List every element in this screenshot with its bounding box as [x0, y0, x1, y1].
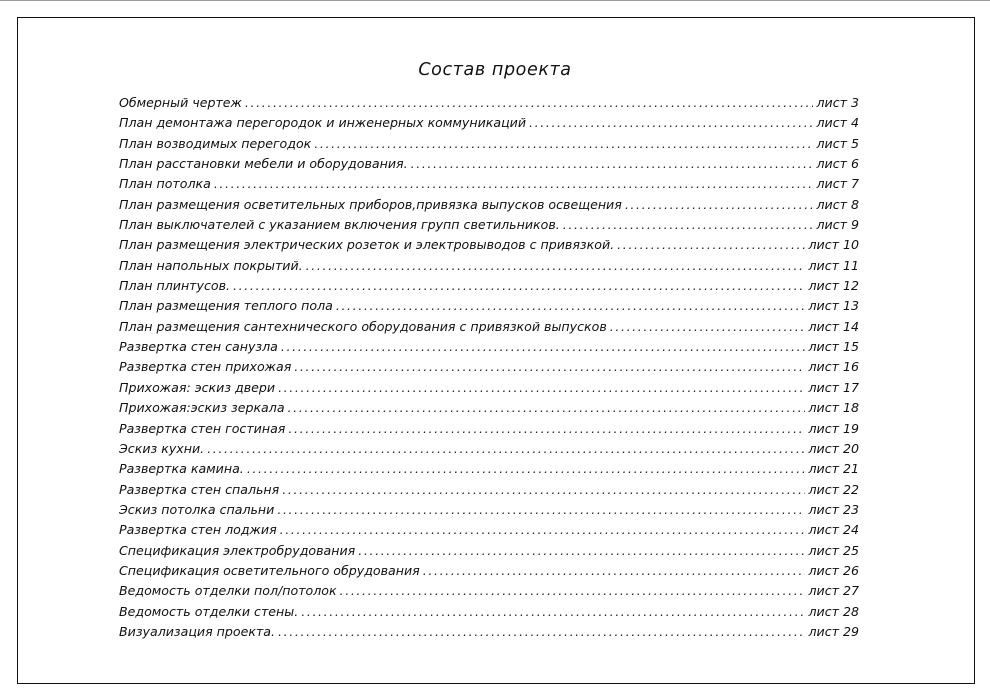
entry-sheet-number: лист 12 — [808, 278, 859, 294]
dot-leader — [625, 195, 814, 215]
dot-leader — [610, 317, 806, 337]
contents-entry — [119, 276, 859, 296]
entry-sheet-number: лист 10 — [808, 237, 859, 253]
contents-entry — [119, 581, 859, 601]
entry-title: Развертка камина. — [119, 461, 244, 477]
dot-leader — [288, 419, 805, 439]
entry-title: Визуализация проекта. — [119, 623, 276, 639]
entry-title: План выключателей с указанием включения групп светильников. — [119, 217, 560, 233]
entry-title: Спецификация осветительного обрудования — [119, 562, 420, 578]
entry-title: Прихожая:эскиз зеркала — [119, 400, 285, 416]
contents-entry — [119, 520, 859, 540]
dot-leader — [529, 113, 813, 133]
contents-entry — [119, 541, 859, 561]
contents-entry — [119, 602, 859, 622]
dot-leader — [214, 174, 814, 194]
entry-sheet-number: лист 22 — [808, 481, 859, 497]
entry-title: Ведомость отделки стены. — [119, 603, 299, 619]
dot-leader — [358, 541, 805, 561]
entry-title: Развертка стен лоджия — [119, 522, 277, 538]
contents-entry — [119, 256, 859, 276]
contents-entry — [119, 357, 859, 377]
dot-leader — [245, 93, 814, 113]
contents-entry — [119, 622, 859, 642]
entry-sheet-number: лист 21 — [808, 461, 859, 477]
contents-entry — [119, 480, 859, 500]
dot-leader — [314, 134, 813, 154]
dot-leader — [301, 602, 805, 622]
entry-title: Ведомость отделки пол/потолок — [119, 583, 337, 599]
dot-leader — [336, 296, 806, 316]
entry-sheet-number: лист 19 — [808, 420, 859, 436]
dot-leader — [207, 439, 805, 459]
contents-entry — [119, 398, 859, 418]
dot-leader — [277, 500, 805, 520]
dot-leader — [280, 520, 806, 540]
dot-leader — [294, 357, 805, 377]
contents-entry — [119, 500, 859, 520]
entry-sheet-number: лист 27 — [808, 583, 859, 599]
entry-title: План размещения теплого пола — [119, 298, 333, 314]
dot-leader — [617, 235, 805, 255]
contents-entry — [119, 154, 859, 174]
entry-title: Развертка стен прихожая — [119, 359, 292, 375]
entry-title: Спецификация электробрудования — [119, 542, 356, 558]
dot-leader — [423, 561, 806, 581]
contents-entry — [119, 419, 859, 439]
dot-leader — [411, 154, 814, 174]
dot-leader — [278, 378, 805, 398]
dot-leader — [563, 215, 814, 235]
entry-title: Обмерный чертеж — [119, 95, 242, 110]
contents-entry — [119, 93, 859, 113]
dot-leader — [233, 276, 805, 296]
contents-entry — [119, 337, 859, 357]
entry-sheet-number: лист 29 — [808, 623, 859, 639]
entry-sheet-number: лист 11 — [808, 257, 859, 273]
entry-sheet-number: лист 25 — [808, 542, 859, 558]
entry-title: Эскиз кухни. — [119, 440, 205, 456]
entry-sheet-number: лист 18 — [808, 400, 859, 416]
entry-sheet-number: лист 4 — [816, 115, 859, 131]
dot-leader — [288, 398, 806, 418]
entry-title: План демонтажа перегородок и инженерных коммуникаций — [119, 115, 527, 131]
contents-entry — [119, 195, 859, 215]
entry-sheet-number: лист 6 — [816, 156, 859, 172]
contents-entry — [119, 174, 859, 194]
entry-title: План возводимых перегодок — [119, 135, 312, 151]
dot-leader — [247, 459, 806, 479]
dot-leader — [281, 337, 806, 357]
entry-sheet-number: лист 14 — [808, 318, 859, 334]
entry-title: План плинтусов. — [119, 278, 231, 294]
entry-title: План размещения осветительных приборов,привязка выпусков освещения — [119, 196, 622, 212]
entry-sheet-number: лист 3 — [816, 95, 859, 110]
entry-sheet-number: лист 15 — [808, 339, 859, 355]
page-title: Состав проекта — [418, 60, 572, 80]
entry-title: План размещения электрических розеток и электровыводов с привязкой. — [119, 237, 615, 253]
entry-title: План потолка — [119, 176, 211, 192]
contents-entry — [119, 439, 859, 459]
entry-sheet-number: лист 20 — [808, 440, 859, 456]
dot-leader — [282, 480, 805, 500]
entry-title: Развертка стен спальня — [119, 481, 280, 497]
entry-title: Прихожая: эскиз двери — [119, 379, 276, 395]
contents-entry — [119, 113, 859, 133]
entry-title: Развертка стен санузла — [119, 339, 278, 355]
dot-leader — [306, 256, 806, 276]
contents-entry — [119, 561, 859, 581]
window-top-rule — [0, 0, 990, 1]
contents-entry — [119, 459, 859, 479]
contents-entry — [119, 134, 859, 154]
entry-sheet-number: лист 17 — [808, 379, 859, 395]
entry-sheet-number: лист 23 — [808, 501, 859, 517]
entry-title: Развертка стен гостиная — [119, 420, 286, 436]
dot-leader — [340, 581, 806, 601]
entry-sheet-number: лист 13 — [808, 298, 859, 314]
entry-sheet-number: лист 24 — [808, 522, 859, 538]
contents-entry — [119, 215, 859, 235]
entry-sheet-number: лист 16 — [808, 359, 859, 375]
contents-entry — [119, 378, 859, 398]
entry-sheet-number: лист 7 — [816, 176, 859, 192]
contents-entry — [119, 317, 859, 337]
entry-title: Эскиз потолка спальни — [119, 501, 275, 517]
entry-title: План расстановки мебели и оборудования. — [119, 156, 408, 172]
entry-title: План размещения сантехнического оборудования с привязкой выпусков — [119, 318, 607, 334]
contents-entry — [119, 235, 859, 255]
contents-list — [119, 93, 859, 642]
entry-sheet-number: лист 28 — [808, 603, 859, 619]
contents-entry — [119, 296, 859, 316]
entry-title: План напольных покрытий. — [119, 257, 303, 273]
dot-leader — [278, 622, 805, 642]
entry-sheet-number: лист 8 — [816, 196, 859, 212]
entry-sheet-number: лист 26 — [808, 562, 859, 578]
entry-sheet-number: лист 5 — [816, 135, 859, 151]
entry-sheet-number: лист 9 — [816, 217, 859, 233]
